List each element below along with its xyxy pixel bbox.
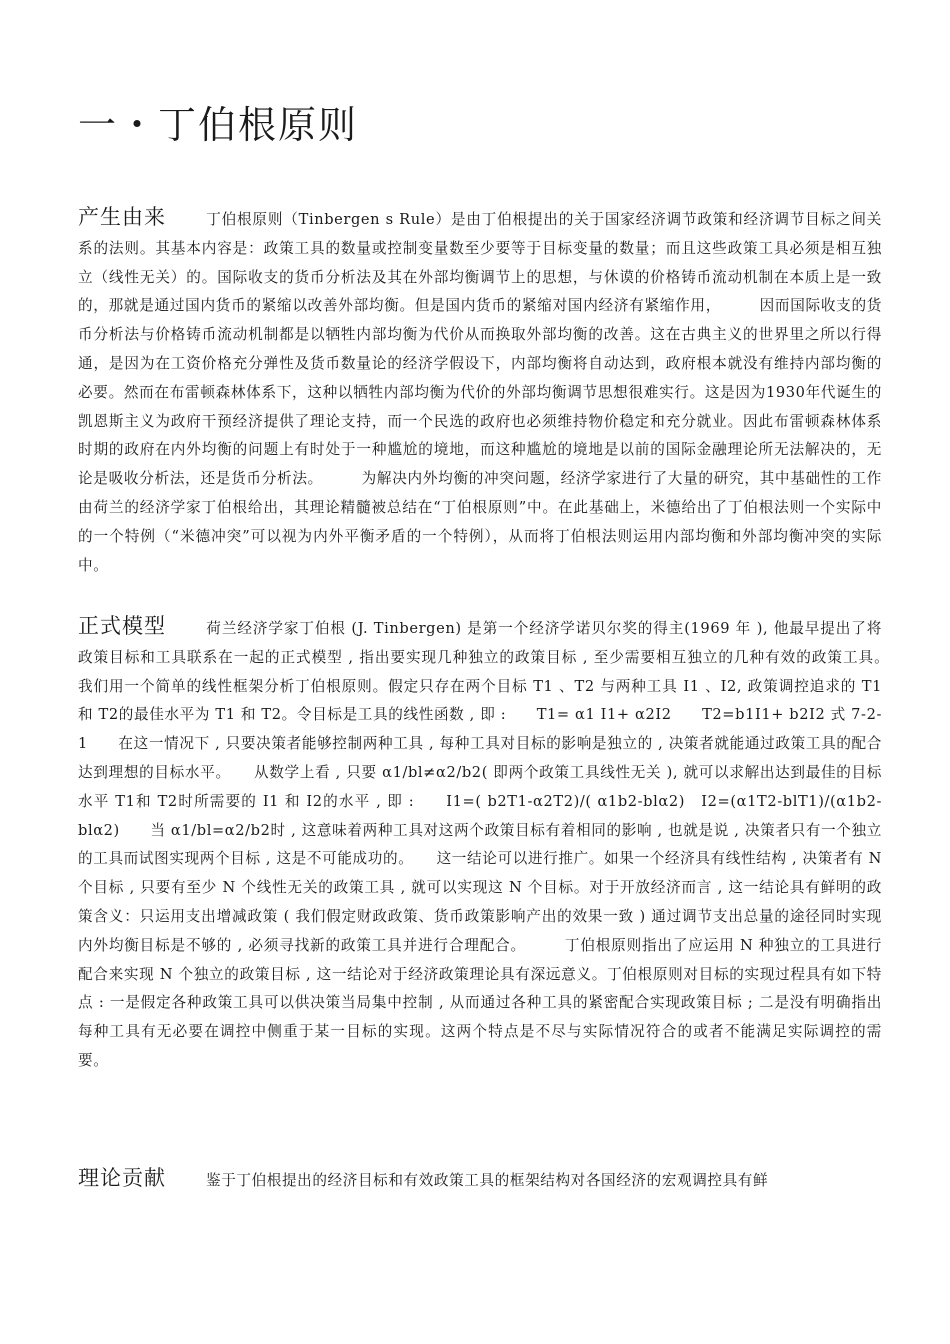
section-paragraph: 丁伯根原则（Tinbergen s Rule）是由丁伯根提出的关于国家经济调节政策和经济调节目标之间关系的法则。其基本内容是：政策工具的数量或控制变量数至少要等于目标变量的数量；而且这些政策工具必须是相互独立（线性无关）的。国际收支的货币分析法及其在外部均衡调节上的思想，与休谟的价格铸币流动机制在本质上是一致的，那就是通过国内货币的紧缩以改善外部均衡。但是国内货币的紧缩对国内经济有紧缩作用， 因而国际收支的货币分析法与价格铸币流动机制都是以牺牲内部均衡为代价从而换取外部均衡的改善。这在古典主义的世界里之所以行得通，是因为在工资价格充分弹性及货币数量论的经济学假设下，内部均衡将自动达到，政府根本就没有维持内部均衡的必要。然而在布雷顿森林体系下，这种以牺牲内部均衡为代价的外部均衡调节思想很难实行。这是因为1930年代诞生的凯恩斯主义为政府干预经济提供了理论支持，而一个民选的政府也必须维持物价稳定和充分就业。因此布雷顿森林体系时期的政府在内外均衡的问题上有时处于一种尴尬的境地，而这种尴尬的境地是以前的国际金融理论所无法解决的，无论是吸收分析法，还是货币分析法。 为解决内外均衡的冲突问题，经济学家进行了大量的研究，其中基础性的工作由荷兰的经济学家丁伯根给出，其理论精髓被总结在“丁伯根原则”中。在此基础上，米德给出了丁伯根法则一个实际中的一个特例（“米德冲突”可以视为内外平衡矛盾的一个特例），从而将丁伯根法则运用内部均衡和外部均衡冲突的实际中。	[78, 211, 882, 574]
section-heading: 理论贡献	[78, 1166, 166, 1190]
section-paragraph: 荷兰经济学家丁伯根 (J. Tinbergen) 是第一个经济学诺贝尔奖的得主(1969 年 ), 他最早提出了将政策目标和工具联系在一起的正式模型 , 指出要实现几种独立的政策目标 , 至少需要相互独立的几种有效的政策工具。 我们用一个简单的线性框架分析丁伯根原则。假定只存在两个目标 T1 、T2 与两种工具 I1 、I2, 政策调控追求的 T1 和 T2的最佳水平为 T1 和 T2。令目标是工具的线性函数 , 即 : T1= α1 I1+ α2I2 T2=b1I1+ b2I2 式 7-2-1 在这一情况下 , 只要决策者能够控制两种工具 , 每种工具对目标的影响是独立的 , 决策者就能通过政策工具的配合达到理想的目标水平。 从数学上看 , 只要 α1/bl≠α2/b2( 即两个政策工具线性无关 ), 就可以求解出达到最佳的目标水平 T1和 T2时所需要的 I1 和 I2的水平 , 即 : I1=( b2T1-α2T2)/( α1b2-blα2) I2=(α1T2-blT1)/(α1b2-blα2) 当 α1/bl=α2/b2时 , 这意味着两种工具对这两个政策目标有着相同的影响 , 也就是说 , 决策者只有一个独立的工具而试图实现两个目标 , 这是不可能成功的。 这一结论可以进行推广。如果一个经济具有线性结构 , 决策者有 N 个目标 , 只要有至少 N 个线性无关的政策工具 , 就可以实现这 N 个目标。对于开放经济而言 , 这一结论具有鲜明的政策含义：只运用支出增减政策 ( 我们假定财政政策、货币政策影响产出的效果一致 ) 通过调节支出总量的途径同时实现内外均衡目标是不够的 , 必须寻找新的政策工具并进行合理配合。 丁伯根原则指出了应运用 N 种独立的工具进行配合来实现 N 个独立的政策目标 , 这一结论对于经济政策理论具有深远意义。丁伯根原则对目标的实现过程具有如下特点 : 一是假定各种政策工具可以供决策当局集中控制 , 从而通过各种工具的紧密配合实现政策目标 ; 二是没有明确指出每种工具有无必要在调控中侧重于某一目标的实现。这两个特点是不尽与实际情况符合的或者不能满足实际调控的需要。	[78, 620, 928, 1069]
section-heading: 产生由来	[78, 205, 166, 229]
section-formal-model	[78, 610, 928, 1076]
section-paragraph: 鉴于丁伯根提出的经济目标和有效政策工具的框架结构对各国经济的宏观调控具有鲜	[206, 1172, 769, 1189]
section-heading: 正式模型	[78, 614, 166, 638]
section-origin	[78, 201, 882, 580]
page-title: 一・丁伯根原则	[78, 103, 359, 147]
section-contribution	[78, 1162, 882, 1196]
